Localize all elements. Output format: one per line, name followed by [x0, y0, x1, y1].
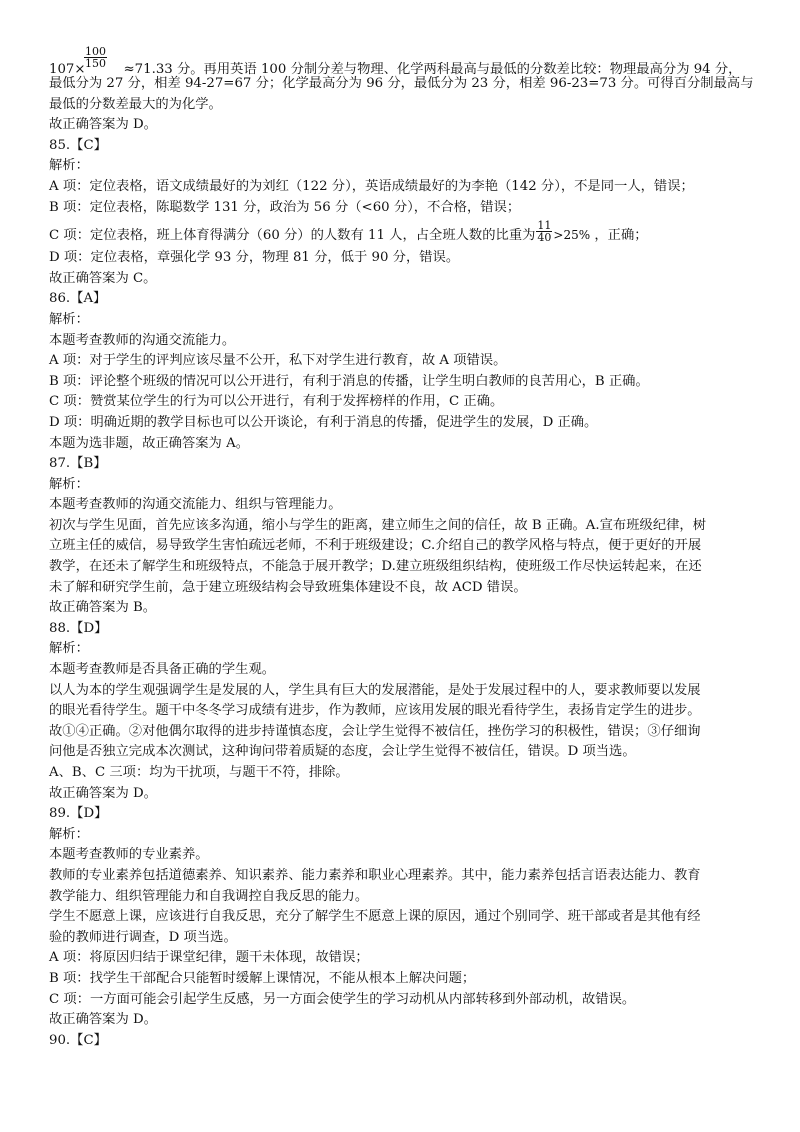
q87-intro: 本题考查教师的沟通交流能力、组织与管理能力。 — [49, 497, 342, 513]
q84-text-post: ≈71.33 分。再用英语 100 分制分差与物理、化学两科最高与最低的分数差比较：物理最高分为 94 分， — [123, 62, 742, 77]
fraction-numerator: 11 — [537, 219, 552, 233]
q85-analysis-label: 解析： — [49, 158, 89, 174]
q84-text-line: 最低的分数差最大的为化学。 — [49, 96, 222, 112]
percent-comparison: >25% — [553, 228, 591, 243]
q88-intro: 本题考查教师是否具备正确的学生观。 — [49, 662, 276, 678]
q87-header: 87.【B】 — [49, 456, 107, 472]
q84-continuation-first-line — [49, 40, 749, 77]
q89-text-line: 教师的专业素养包括道德素养、知识素养、能力素养和职业心理素养。其中，能力素养包括言语表达能力、教育 — [49, 867, 701, 883]
q88-text-line: 的眼光看待学生。题干中冬冬学习成绩有进步，作为教师，应该用发展的眼光看待学生，表扬肯定学生的进步。 — [49, 703, 701, 719]
q85-option-c-tail: ，正确； — [594, 228, 648, 244]
q87-analysis-label: 解析： — [49, 476, 89, 492]
q89-option-b: B 项：找学生干部配合只能暂时缓解上课情况，不能从根本上解决问题； — [49, 970, 476, 986]
q87-answer: 故正确答案为 B。 — [49, 600, 157, 616]
q88-header: 88.【D】 — [49, 620, 108, 636]
q86-analysis-label: 解析： — [49, 311, 89, 327]
q86-option-c: C 项：赞赏某位学生的行为可以公开进行，有利于发挥榜样的作用，C 正确。 — [49, 394, 504, 410]
q85-option-c-text: C 项：定位表格，班上体育得满分（60 分）的人数有 11 人，占全班人数的比重为 — [49, 228, 536, 244]
q88-text-line: A、B、C 三项：均为干扰项，与题干不符，排除。 — [49, 765, 349, 780]
q89-intro: 本题考查教师的专业素养。 — [49, 847, 209, 863]
q84-answer: 故正确答案为 D。 — [49, 117, 157, 133]
q85-option-c — [49, 218, 749, 248]
q88-text-line: 故①④正确。②对他偶尔取得的进步持谨慎态度，会让学生觉得不被信任，挫伤学习的积极性，错误；③仔细询 — [49, 723, 701, 739]
q89-header: 89.【D】 — [49, 806, 108, 822]
q85-option-a: A 项：定位表格，语文成绩最好的为刘红（122 分），英语成绩最好的为李艳（142 分），不是同一人，错误； — [49, 178, 694, 194]
q88-text-line: 以人为本的学生观强调学生是发展的人，学生具有巨大的发展潜能，是处于发展过程中的人，要求教师要以发展 — [49, 682, 701, 698]
q89-text-line: 验的教师进行调查，D 项当选。 — [49, 929, 237, 945]
document-page — [49, 40, 754, 1051]
q87-text-line: 未了解和研究学生前，急于建立班级结构会导致班集体建设不良，故 ACD 错误。 — [49, 579, 527, 595]
q89-analysis-label: 解析： — [49, 826, 89, 842]
q85-option-b: B 项：定位表格，陈聪数学 131 分，政治为 56 分（<60 分），不合格，错误； — [49, 199, 521, 215]
q90-header: 90.【C】 — [49, 1032, 107, 1048]
q87-text-line: 立班主任的威信，易导致学生害怕疏远老师，不利于班级建设；C.介绍自己的教学风格与特点，便于更好的开展 — [49, 538, 702, 554]
q85-header: 85.【C】 — [49, 137, 107, 153]
q85-option-d: D 项：定位表格，章强化学 93 分，物理 81 分，低于 90 分，错误。 — [49, 250, 460, 266]
q85-answer: 故正确答案为 C。 — [49, 270, 157, 286]
q89-text-line: 学生不愿意上课，应该进行自我反思，充分了解学生不愿意上课的原因，通过个别同学、班干部或者是其他有经 — [49, 909, 701, 925]
q86-header: 86.【A】 — [49, 291, 107, 307]
q84-text-line: 最低分为 27 分，相差 94-27=67 分；化学最高分为 96 分，最低分为 23 分，相差 96-23=73 分。可得百分制最高与 — [49, 76, 754, 91]
fraction-denominator: 150 — [85, 57, 106, 70]
q89-text-line: 教学能力、组织管理能力和自我调控自我反思的能力。 — [49, 888, 369, 904]
fraction-11-40 — [536, 220, 552, 243]
q87-text-line: 教学，在还未了解学生和班级特点，不能急于展开教学；D.建立班级组织结构，使班级工作尽快运转起来，在还 — [49, 559, 702, 575]
fraction-numerator: 100 — [85, 45, 106, 58]
q88-text-line: 问他是否独立完成本次测试，这种询问带着质疑的态度，会让学生觉得不被信任，错误。D 项当选。 — [49, 744, 636, 760]
q86-option-b: B 项：评论整个班级的情况可以公开进行，有利于消息的传播，让学生明白教师的良苦用心，B 正确。 — [49, 373, 649, 389]
fraction-denominator: 40 — [537, 231, 552, 245]
q86-answer: 本题为选非题，故正确答案为 A。 — [49, 435, 249, 451]
q89-option-a: A 项：将原因归结于课堂纪律，题干未体现，故错误； — [49, 950, 369, 966]
q89-option-c: C 项：一方面可能会引起学生反感，另一方面会使学生的学习动机从内部转移到外部动机，故错误。 — [49, 991, 636, 1007]
q84-text-pre: 107× — [49, 62, 86, 77]
q89-answer: 故正确答案为 D。 — [49, 1012, 157, 1028]
q86-option-a: A 项：对于学生的评判应该尽量不公开，私下对学生进行教育，故 A 项错误。 — [49, 353, 507, 369]
q88-answer: 故正确答案为 D。 — [49, 785, 157, 801]
q88-analysis-label: 解析： — [49, 641, 89, 657]
q86-option-d: D 项：明确近期的教学目标也可以公开谈论，有利于消息的传播，促进学生的发展，D 正确。 — [49, 414, 598, 430]
q86-intro: 本题考查教师的沟通交流能力。 — [49, 332, 236, 348]
q87-text-line: 初次与学生见面，首先应该多沟通，缩小与学生的距离，建立师生之间的信任，故 B 正确。A.宣布班级纪律，树 — [49, 517, 707, 533]
